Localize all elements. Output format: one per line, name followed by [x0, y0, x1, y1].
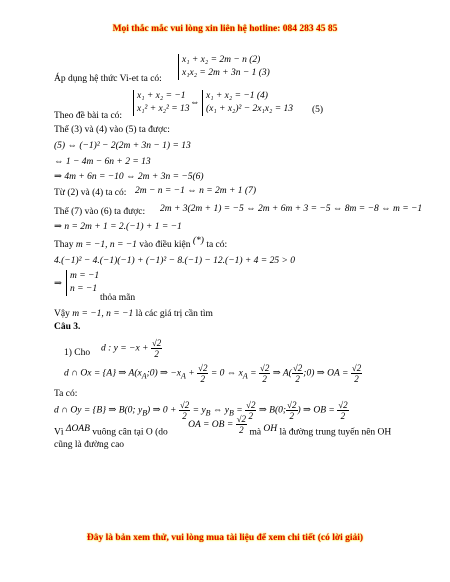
cond-eq1: x₁ + x₂ = −1 [137, 91, 186, 101]
from-24-equation: 2m − n = −1 ⇔ n = 2m + 1 (7) [135, 186, 256, 196]
equation-line-a: (5) ⇔ (−1)² − 2(2m + 3n − 1) = 13 [54, 141, 191, 151]
check-line: 4.(−1)² − 4.(−1)(−1) + (−1)² − 8.(−1) − 12.(−1) + 4 = 25 > 0 [54, 256, 295, 266]
cond2-eq2: (x₁ + x₂)² − 2x₁x₂ = 13 [206, 104, 293, 114]
vay-values: m = −1, n = −1 [72, 309, 134, 319]
n-value-line: ⇒ n = 2m + 1 = 2.(−1) + 1 = −1 [54, 222, 182, 232]
conclusion-line [54, 309, 213, 320]
thay-values: m = −1, n = −1 [75, 240, 137, 250]
equation-line-c: ⇒ 4m + 6n = −10 ⇔ 2m + 3n = −5(6) [54, 172, 204, 182]
theo-de-prefix: Theo đề bài ta có: [54, 111, 123, 121]
result-eq2: n = −1 [70, 284, 98, 294]
ta-co-label: Ta có: [54, 389, 78, 399]
sub-7-prefix: Thế (7) vào (6) ta được: [54, 207, 146, 217]
condition-system-2 [202, 90, 293, 116]
cond2-eq1: x₁ + x₂ = −1 (4) [206, 91, 268, 101]
vieta-eq2: x₁x₂ = 2m + 3n − 1 (3) [182, 68, 270, 78]
preview-banner: Đây là bản xem thử, vui lòng mua tài liệu để xem chi tiết (có lời giải) [86, 533, 364, 543]
equiv-symbol: ⇔ [190, 98, 200, 108]
implies-symbol: ⇒ [54, 279, 62, 289]
result-system [66, 270, 99, 296]
thay-mid: vào điều kiện [139, 240, 191, 250]
ox-intersection-line: d ∩ Ox = {A} ⇒ $A(x_A;0)$ ⇒ $-x_A$ + $\frac{√2}{2}$ = 0 ⇔ $x_A$ = $\frac{√2}{2}$ ⇒ A( $\frac{√2}{2}$ ;0) ⇒ OA = $\frac{√2}{2}$ [64, 363, 362, 384]
item-1-label: 1) Cho [64, 348, 91, 358]
section-heading: Câu 3. [54, 322, 81, 332]
vay-end: là các giá trị cần tìm [135, 309, 213, 319]
vay-prefix: Vậy [54, 309, 70, 319]
triangle-reasoning-line: Vì ΔOAB vuông cân tại O (do OA = OB = $\frac{√2}{2}$ mà OH là đường trung tuyến nên OH [54, 414, 392, 438]
thay-end: ta có: [206, 240, 228, 250]
line-d-equation: d : y = −x + $\frac{√2}{2}$ [101, 338, 162, 359]
oy-intersection-line: d ∩ Oy = {B} ⇒ B(0; $y_B$) ⇒ 0 + $\frac{√2}{2}$ = $y_B$ ⇔ $y_B$ = $\frac{√2}{2}$ ⇒ B(0; $\frac{√2}{2}$ ) ⇒ OB = $\frac{√2}{2}$ [54, 400, 348, 421]
substitute-line [54, 236, 228, 251]
vieta-system [178, 54, 270, 80]
equation-line-b: ⇔ 1 − 4m − 6n + 2 = 13 [54, 157, 151, 167]
condition-star: (*) [192, 236, 204, 246]
result-eq1: m = −1 [70, 271, 100, 281]
from-24-prefix: Từ (2) và (4) ta có: [54, 188, 127, 198]
triangle-reasoning-line-2: cũng là đường cao [54, 440, 125, 450]
hotline-banner: Mọi thắc mắc vui lòng xin liên hệ hotline: 084 283 45 85 [112, 24, 338, 34]
vieta-prefix: Áp dụng hệ thức Vi-et ta có: [54, 74, 162, 84]
cond-eq2: x₁² + x₂² = 13 [137, 104, 190, 114]
vieta-eq1: x₁ + x₂ = 2m − n (2) [182, 55, 261, 65]
substitute-34: Thế (3) và (4) vào (5) ta được: [54, 125, 170, 135]
condition-system [133, 90, 190, 116]
thay-prefix: Thay [54, 240, 74, 250]
result-satisfied: thỏa mãn [100, 293, 136, 303]
cond2-tag: (5) [312, 105, 324, 115]
sub-7-equation: 2m + 3(2m + 1) = −5 ⇔ 2m + 6m + 3 = −5 ⇔ 8m = −8 ⇔ m = −1 [160, 204, 423, 214]
